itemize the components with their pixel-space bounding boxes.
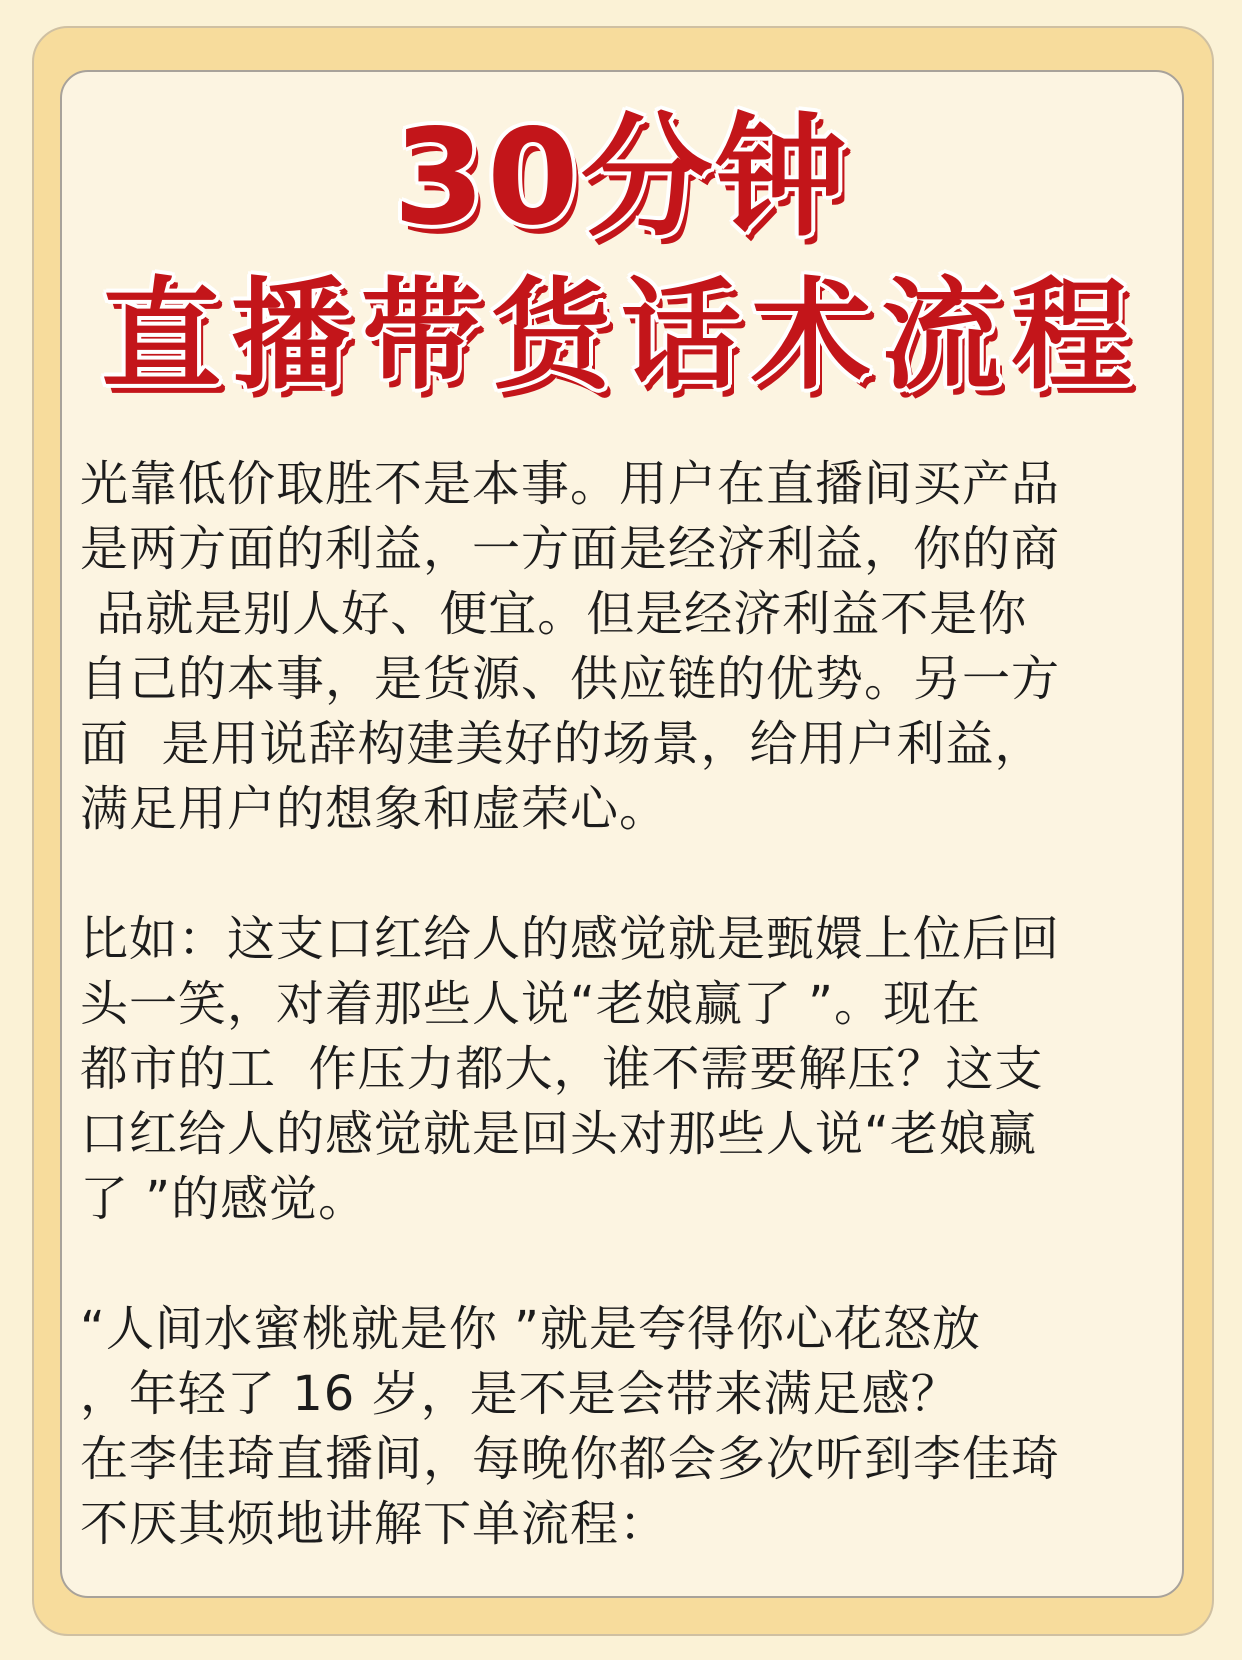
paragraph-spacer <box>80 1232 1170 1297</box>
title-line-1: 30分钟 <box>393 101 849 255</box>
title-line-2: 直播带货话术流程 <box>101 267 1141 406</box>
paragraph-spacer <box>80 842 1170 907</box>
paragraph-peach: “人间水蜜桃就是你 ”就是夸得你心花怒放 ，年轻了 16 岁，是不是会带来满足感？ 在李佳琦直播间，每晚你都会多次听到李佳琦 不厌其烦地讲解下单流程： <box>80 1301 1061 1552</box>
paragraph-example: 比如：这支口红给人的感觉就是甄嬛上位后回 头一笑，对着那些人说“老娘赢了 ”。现在 都市的工 作压力都大，谁不需要解压？这支 口红给人的感觉就是回头对那些人说“老娘赢 了 ”的感觉。 <box>80 911 1061 1227</box>
article-body <box>80 452 1170 1557</box>
paragraph-intro: 光靠低价取胜不是本事。用户在直播间买产品 是两方面的利益，一方面是经济利益，你的商 品就是别人好、便宜。但是经济利益不是你 自己的本事，是货源、供应链的优势。另一方 面 是用说辞构建美好的场景，给用户利益， 满足用户的想象和虚荣心。 <box>80 456 1061 837</box>
